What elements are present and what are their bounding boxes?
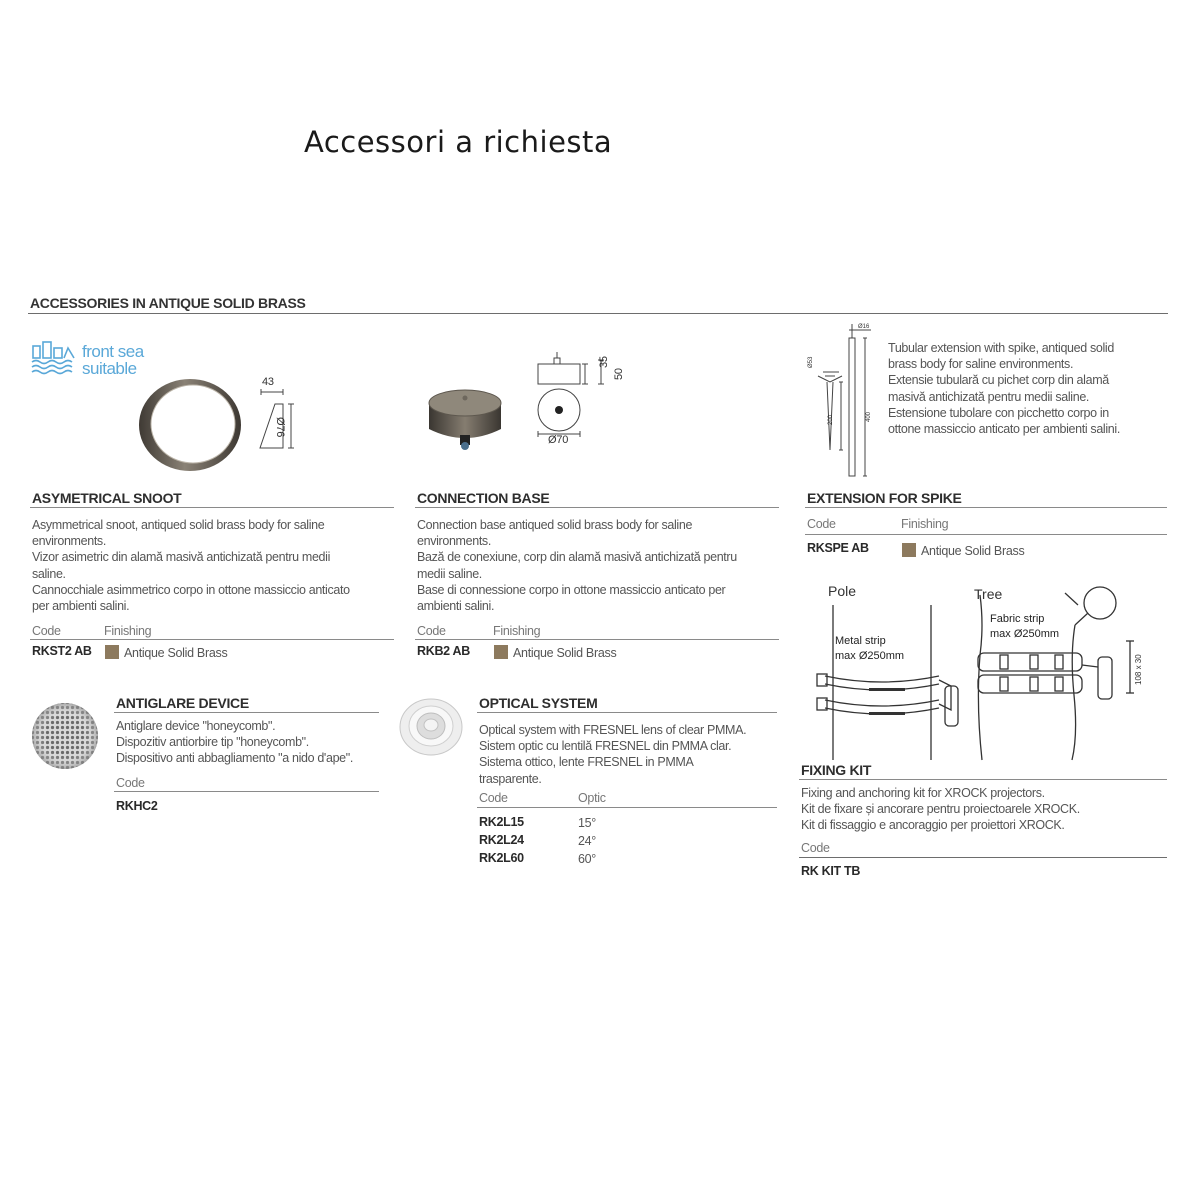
- optical-desc-line: Optical system with FRESNEL lens of clear PMMA.: [479, 723, 747, 737]
- metal-strip-label: [835, 634, 904, 664]
- connection-finishing-label: Finishing: [493, 624, 541, 638]
- fixing-divider: [799, 779, 1167, 780]
- optical-desc-line: Sistema ottico, lente FRESNEL in PMMA: [479, 755, 694, 770]
- snoot-dim-top: 43: [262, 376, 274, 388]
- connection-finishing: [494, 645, 616, 660]
- spike-desc-line: Estensione tubolare con picchetto corpo in: [888, 405, 1109, 420]
- antiglare-description: [116, 718, 386, 767]
- fixing-desc-line: Kit de fixare și ancorare pentru proiectoarele XROCK.: [801, 802, 1080, 817]
- connection-table-divider: [415, 639, 779, 640]
- optical-title: OPTICAL SYSTEM: [479, 695, 598, 711]
- snoot-image: [135, 375, 245, 475]
- fabric-strip-line: max Ø250mm: [990, 628, 1060, 640]
- page-title: Accessori a richiesta: [304, 125, 613, 159]
- spike-desc-line: Extensie tubulară cu pichet corp din alamă: [888, 373, 1109, 388]
- spike-dim-top: Ø16: [858, 324, 870, 330]
- fabric-strip-label: [990, 612, 1059, 642]
- spike-desc-line: masivă antichizată pentru medii saline.: [888, 389, 1090, 404]
- tree-label: Tree: [974, 586, 1003, 602]
- spike-dimension-drawing: [805, 322, 885, 487]
- snoot-desc-line: Vizor asimetric din alamă masivă antichizată pentru medii: [32, 550, 331, 565]
- fixing-code-label: Code: [801, 841, 830, 855]
- optical-desc-line: trasparente.: [479, 771, 542, 786]
- spike-description: [888, 340, 1168, 437]
- metal-strip-line: Metal strip: [835, 635, 886, 647]
- optical-optic-label: Optic: [578, 791, 606, 805]
- optical-table-divider: [477, 807, 777, 808]
- honeycomb-image: [30, 700, 100, 772]
- snoot-desc-line: Asymmetrical snoot, antiqued solid brass body for saline: [32, 518, 325, 532]
- antiglare-code: RKHC2: [116, 799, 158, 813]
- spike-desc-line: brass body for saline environments.: [888, 357, 1074, 372]
- spike-dim-h2: 400: [866, 411, 872, 422]
- spike-table-divider: [805, 534, 1167, 535]
- snoot-desc-line: environments.: [32, 534, 106, 549]
- snoot-table-divider: [30, 639, 394, 640]
- fixing-desc-line: Kit di fissaggio e ancoraggio per proiettori XROCK.: [801, 818, 1065, 833]
- connection-dim-dia: Ø70: [548, 434, 569, 446]
- snoot-desc-line: per ambienti salini.: [32, 599, 130, 614]
- fixing-desc-line: Fixing and anchoring kit for XROCK projectors.: [801, 786, 1045, 800]
- spike-desc-line: ottone massiccio anticato per ambienti salini.: [888, 422, 1120, 437]
- brass-swatch: [105, 645, 119, 659]
- optical-divider: [477, 712, 777, 713]
- optical-code-row: RK2L24: [479, 833, 524, 847]
- optical-desc-line: Sistem optic cu lentilă FRESNEL din PMMA clar.: [479, 739, 732, 754]
- antiglare-desc-line: Antiglare device "honeycomb".: [116, 719, 276, 733]
- metal-strip-line: max Ø250mm: [835, 650, 905, 662]
- spike-dim-spike: Ø53: [808, 356, 814, 368]
- snoot-title: ASYMETRICAL SNOOT: [32, 490, 182, 506]
- connection-desc-line: Base di connessione corpo in ottone massiccio anticato per: [417, 582, 726, 597]
- spike-finishing-value: Antique Solid Brass: [921, 544, 1025, 558]
- antiglare-table-divider: [114, 791, 379, 792]
- section-title: ACCESSORIES IN ANTIQUE SOLID BRASS: [30, 295, 306, 311]
- fabric-strip-line: Fabric strip: [990, 613, 1045, 625]
- optical-code-row: RK2L15: [479, 815, 524, 829]
- connection-title: CONNECTION BASE: [417, 490, 550, 506]
- front-sea-badge: [82, 343, 144, 377]
- connection-desc-line: environments.: [417, 534, 491, 549]
- optical-optic-row: 60°: [578, 852, 597, 866]
- strip-dimension: 108 x 30: [1134, 654, 1143, 685]
- spike-finishing-label: Finishing: [901, 517, 949, 531]
- connection-desc-line: Bază de conexiune, corp din alamă masivă antichizată pentru: [417, 550, 737, 565]
- spike-code-label: Code: [807, 517, 836, 531]
- snoot-code-label: Code: [32, 624, 61, 638]
- snoot-finishing: [105, 645, 227, 660]
- connection-dim-h2: 50: [613, 368, 625, 380]
- snoot-dim-side: Ø76: [274, 417, 286, 438]
- antiglare-desc-line: Dispositivo anti abbagliamento "a nido d'ape".: [116, 751, 353, 766]
- optical-description: [479, 722, 779, 787]
- snoot-divider: [30, 507, 394, 508]
- fixing-code: RK KIT TB: [801, 864, 861, 878]
- connection-code: RKB2 AB: [417, 644, 470, 658]
- connection-desc-line: medii saline.: [417, 566, 482, 581]
- connection-base-image: [425, 385, 505, 455]
- fixing-description: [801, 785, 1167, 834]
- connection-desc-line: Connection base antiqued solid brass body for saline: [417, 518, 693, 532]
- connection-desc-line: ambienti salini.: [417, 599, 495, 614]
- connection-divider: [415, 507, 779, 508]
- spike-title: EXTENSION FOR SPIKE: [807, 490, 962, 506]
- spike-finishing: [902, 543, 1024, 558]
- connection-code-label: Code: [417, 624, 446, 638]
- snoot-finishing-value: Antique Solid Brass: [124, 646, 228, 660]
- antiglare-code-label: Code: [116, 776, 145, 790]
- optical-code-label: Code: [479, 791, 508, 805]
- snoot-desc-line: saline.: [32, 566, 66, 581]
- optical-code-row: RK2L60: [479, 851, 524, 865]
- spike-divider: [805, 507, 1167, 508]
- fresnel-lens-image: [398, 697, 464, 757]
- fixing-title: FIXING KIT: [801, 762, 872, 778]
- spike-desc-line: Tubular extension with spike, antiqued solid: [888, 341, 1114, 355]
- badge-line-1: front sea: [82, 342, 144, 361]
- badge-line-2: suitable: [82, 359, 137, 378]
- antiglare-desc-line: Dispozitiv antiorbire tip "honeycomb".: [116, 735, 309, 750]
- antiglare-title: ANTIGLARE DEVICE: [116, 695, 249, 711]
- snoot-finishing-label: Finishing: [104, 624, 152, 638]
- snoot-desc-line: Cannocchiale asimmetrico corpo in ottone massiccio anticato: [32, 582, 350, 597]
- snoot-description: [32, 517, 397, 614]
- optical-optic-row: 15°: [578, 816, 597, 830]
- fixing-table-divider: [799, 857, 1167, 858]
- section-divider: [28, 313, 1168, 314]
- antiglare-divider: [114, 712, 379, 713]
- pole-label: Pole: [828, 583, 857, 599]
- connection-finishing-value: Antique Solid Brass: [513, 646, 617, 660]
- sea-waves-icon: [30, 340, 78, 380]
- spike-dim-h1: 200: [828, 414, 834, 425]
- brass-swatch: [494, 645, 508, 659]
- snoot-code: RKST2 AB: [32, 644, 92, 658]
- pole-mount-drawing: [805, 600, 970, 760]
- connection-description: [417, 517, 782, 614]
- brass-swatch: [902, 543, 916, 557]
- spike-code: RKSPE AB: [807, 541, 869, 555]
- optical-optic-row: 24°: [578, 834, 597, 848]
- connection-dim-h1: 35: [598, 356, 610, 368]
